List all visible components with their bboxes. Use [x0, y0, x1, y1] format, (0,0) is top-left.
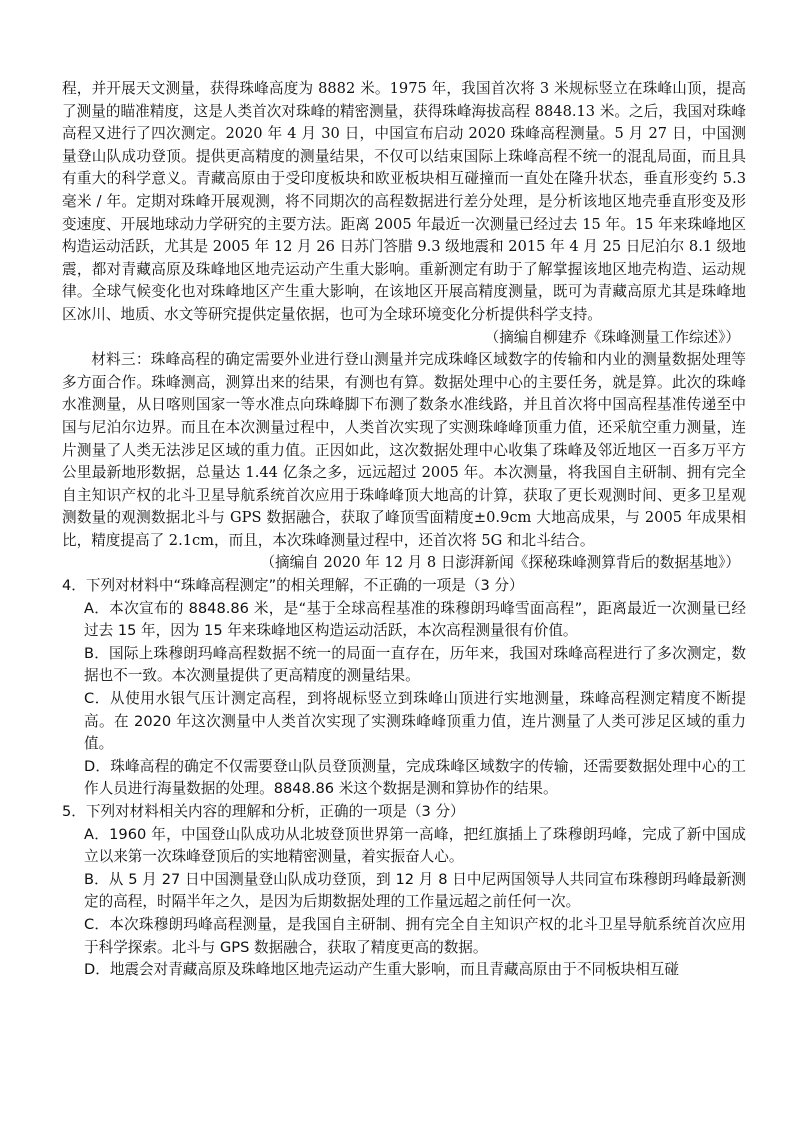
question-5-option-d: D．地震会对青藏高原及珠峰地区地壳运动产生重大影响，而且青藏高原由于不同板块相互碰: [84, 961, 679, 979]
question-4-option-d: D．珠峰高程的确定不仅需要登山队员登顶测量，完成珠峰区域数字的传输，还需要数据处理中心的工作人员进行海量数据的处理。8848.86 米这个数据是测和算协作的结果。: [84, 757, 746, 798]
material-three: 材料三：珠峰高程的确定需要外业进行登山测量并完成珠峰区域数字的传输和内业的测量数据处理等多方面合作。珠峰测高，测算出来的结果，有测也有算。数据处理中心的主要任务，就是算。此次的珠峰水准测量，从日喀则国家一等水准点向珠峰脚下布测了数条水准线路，并且首次将中国高程基准传递至中国与尼泊尔边界。而且在本次测量过程中，人类首次实现了实测珠峰峰顶重力值，还采航空重力测量，连片测量了人类无法涉足区域的重力值。正因如此，这次数据处理中心收集了珠峰及邻近地区一百多万平方公里最新地形数据，总量达 1.44 亿条之多，远远超过 2005 年。本次测量，将我国自主研制、拥有完全自主知识产权的北斗卫星导航系统首次应用于珠峰峰顶大地高的计算，获取了更长观测时间、更多卫星观测数量的观测数据北斗与 GPS 数据融合，获取了峰顶雪面精度±0.9cm 大地高成果，与 2005 年成果相比，精度提高了 2.1cm，而且，本次珠峰测量过程中，还首次将 5G 和北斗结合。: [62, 351, 746, 549]
question-4-option-c: C．从使用水银气压计测定高程，到将觇标竖立到珠峰山顶进行实地测量，珠峰高程测定精度不断提高。在 2020 年这次测量中人类首次实现了实测珠峰峰顶重力值，连片测量了人类可涉足区域的重力值。: [84, 690, 746, 753]
passage-continuation: 程，并开展天文测量，获得珠峰高度为 8882 米。1975 年，我国首次将 3 米规标竖立在珠峰山顶，提高了测量的瞄准精度，这是人类首次对珠峰的精密测量，获得珠峰海拔高程 8848.13 米。之后，我国对珠峰高程又进行了四次测定。2020 年 4 月 30 日，中国宣布启动 2020 珠峰高程测量。5 月 27 日，中国测量登山队成功登顶。提供更高精度的测量结果，不仅可以结束国际上珠峰高程不统一的混乱局面，而且具有重大的科学意义。青藏高原由于受印度板块和欧亚板块相互碰撞而一直处在隆升状态，垂直形变约 5.3 毫米 / 年。定期对珠峰开展观测，将不同期次的高程数据进行差分处理，是分析该地区地壳垂直形变及形变速度、开展地球动力学研究的主要方法。距离 2005 年最近一次测量已经过去 15 年。15 年来珠峰地区构造运动活跃，尤其是 2005 年 12 月 26 日苏门答腊 9.3 级地震和 2015 年 4 月 25 日尼泊尔 8.1 级地震，都对青藏高原及珠峰地区地壳运动产生重大影响。重新测定有助于了解掌握该地区地壳构造、运动规律。全球气候变化也对珠峰地区产生重大影响，在该地区开展高精度测量，既可为青藏高原尤其是珠峰地区冰川、地质、水文等研究提供定量依据，也可为全球环境变化分析提供科学支持。: [62, 80, 746, 323]
question-4-option-a: A．本次宣布的 8848.86 米，是“基于全球高程基准的珠穆朗玛峰雪面高程”，距离最近一次测量已经过去 15 年，因为 15 年来珠峰地区构造运动活跃，本次高程测量很有价值。: [84, 599, 746, 640]
question-4: [62, 575, 746, 801]
source-citation-3: （摘编自 2020 年 12 月 8 日澎湃新闻《探秘珠峰测算背后的数据基地》）: [260, 554, 740, 572]
question-5-option-a: A．1960 年，中国登山队成功从北坡登顶世界第一高峰，把红旗插上了珠穆朗玛峰，完成了新中国成立以来第一次珠峰登顶后的实地精密测量，着实振奋人心。: [84, 825, 746, 866]
question-5-option-c: C．本次珠穆朗玛峰高程测量，是我国自主研制、拥有完全自主知识产权的北斗卫星导航系统首次应用于科学探索。北斗与 GPS 数据融合，获取了精度更高的数据。: [84, 915, 746, 956]
question-5-option-b: B．从 5 月 27 日中国测量登山队成功登顶，到 12 月 8 日中尼两国领导人共同宣布珠穆朗玛峰最新测定的高程，时隔半年之久，是因为后期数据处理的工作量远超之前任何一次。: [84, 870, 746, 911]
source-citation-2: （摘编自柳建乔《珠峰测量工作综述》）: [484, 328, 740, 346]
question-5-stem: 5．下列对材料相关内容的理解和分析，正确的一项是（3 分）: [62, 803, 465, 820]
document-page: [62, 78, 746, 982]
question-5: [62, 801, 746, 982]
question-4-option-b: B．国际上珠穆朗玛峰高程数据不统一的局面一直存在，历年来，我国对珠峰高程进行了多次测定，数据也不一致。本次测量提供了更高精度的测量结果。: [84, 644, 746, 685]
question-4-stem: 4．下列对材料中“珠峰高程测定”的相关理解，不正确的一项是（3 分）: [62, 577, 524, 595]
